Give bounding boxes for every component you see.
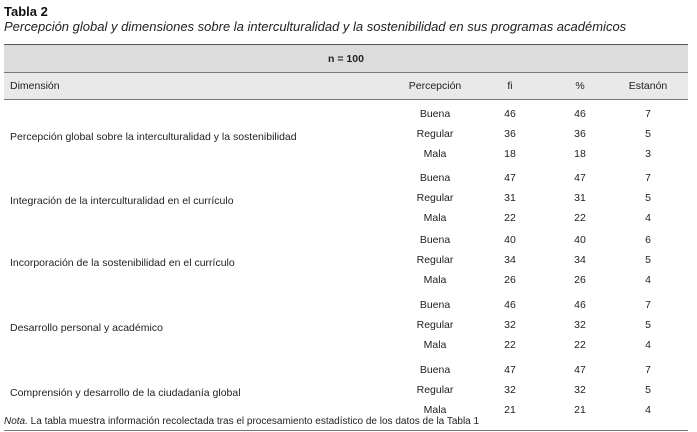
percent-cell: 47: [574, 364, 586, 376]
table-group: [4, 105, 688, 169]
percepcion-cell: Mala: [423, 212, 447, 224]
percepcion-cell: Mala: [423, 404, 447, 416]
table-group: [4, 231, 688, 295]
dimension-label: Comprensión y desarrollo de la ciudadanía global: [10, 387, 241, 399]
percepcion-cell: Buena: [419, 172, 451, 184]
fi-cell: 47: [504, 172, 516, 184]
percent-cell: 22: [574, 212, 586, 224]
estanon-cell: 6: [645, 234, 651, 246]
estanon-cell: 4: [645, 404, 651, 416]
estanon-cell: 7: [645, 299, 651, 311]
dimension-label: Incorporación de la sostenibilidad en el currículo: [10, 257, 235, 269]
header-percepcion: Percepción: [408, 80, 462, 92]
dimension-label: Percepción global sobre la interculturalidad y la sostenibilidad: [10, 131, 297, 143]
fi-cell: 21: [504, 404, 516, 416]
table-group: [4, 296, 688, 360]
table-row: [4, 296, 688, 316]
table-row: [4, 316, 688, 336]
percepcion-cell: Buena: [419, 364, 451, 376]
fi-cell: 22: [504, 339, 516, 351]
table-note: [4, 416, 479, 427]
header-fi: fi: [507, 80, 513, 92]
percepcion-cell: Mala: [423, 148, 447, 160]
fi-cell: 46: [504, 299, 516, 311]
table-label: Tabla 2: [4, 4, 48, 19]
percent-cell: 18: [574, 148, 586, 160]
table-row: [4, 271, 688, 291]
estanon-cell: 5: [645, 384, 651, 396]
percepcion-cell: Buena: [419, 299, 451, 311]
note-text: La tabla muestra información recolectada tras el procesamiento estadístico de los datos de la Tabla 1: [27, 416, 480, 427]
header-percent: %: [575, 80, 585, 92]
fi-cell: 36: [504, 128, 516, 140]
percent-cell: 32: [574, 384, 586, 396]
data-table: [4, 44, 688, 431]
percepcion-cell: Mala: [423, 274, 447, 286]
estanon-cell: 5: [645, 128, 651, 140]
estanon-cell: 7: [645, 108, 651, 120]
dimension-label: Integración de la interculturalidad en el currículo: [10, 195, 234, 207]
table-body: [4, 100, 688, 431]
table-row: [4, 361, 688, 381]
table-row: [4, 105, 688, 125]
percent-cell: 31: [574, 192, 586, 204]
estanon-cell: 5: [645, 192, 651, 204]
table-row: [4, 336, 688, 356]
fi-cell: 47: [504, 364, 516, 376]
estanon-cell: 4: [645, 339, 651, 351]
fi-cell: 34: [504, 254, 516, 266]
fi-cell: 40: [504, 234, 516, 246]
fi-cell: 32: [504, 319, 516, 331]
percent-cell: 36: [574, 128, 586, 140]
estanon-cell: 3: [645, 148, 651, 160]
percent-cell: 21: [574, 404, 586, 416]
fi-cell: 22: [504, 212, 516, 224]
table-row: [4, 209, 688, 229]
percent-cell: 26: [574, 274, 586, 286]
header-dimension: Dimensión: [10, 80, 60, 92]
estanon-cell: 7: [645, 172, 651, 184]
estanon-cell: 4: [645, 212, 651, 224]
percent-cell: 34: [574, 254, 586, 266]
table-row: [4, 169, 688, 189]
table-group: [4, 169, 688, 233]
percent-cell: 46: [574, 299, 586, 311]
table-row: [4, 145, 688, 165]
percepcion-cell: Regular: [416, 192, 454, 204]
percepcion-cell: Regular: [416, 319, 454, 331]
sample-size-row: [4, 44, 688, 72]
estanon-cell: 7: [645, 364, 651, 376]
percent-cell: 40: [574, 234, 586, 246]
estanon-cell: 5: [645, 254, 651, 266]
percepcion-cell: Mala: [423, 339, 447, 351]
fi-cell: 26: [504, 274, 516, 286]
fi-cell: 18: [504, 148, 516, 160]
table-header-row: [4, 72, 688, 100]
percepcion-cell: Regular: [416, 384, 454, 396]
fi-cell: 32: [504, 384, 516, 396]
percent-cell: 22: [574, 339, 586, 351]
note-label: Nota.: [4, 416, 28, 427]
percent-cell: 32: [574, 319, 586, 331]
percent-cell: 46: [574, 108, 586, 120]
table-row: [4, 231, 688, 251]
percepcion-cell: Buena: [419, 234, 451, 246]
fi-cell: 46: [504, 108, 516, 120]
fi-cell: 31: [504, 192, 516, 204]
estanon-cell: 5: [645, 319, 651, 331]
table-caption: Percepción global y dimensiones sobre la interculturalidad y la sostenibilidad en sus programas académicos: [4, 19, 627, 34]
table-row: [4, 251, 688, 271]
percent-cell: 47: [574, 172, 586, 184]
estanon-cell: 4: [645, 274, 651, 286]
dimension-label: Desarrollo personal y académico: [10, 322, 163, 334]
table-row: [4, 125, 688, 145]
table-row: [4, 381, 688, 401]
percepcion-cell: Buena: [419, 108, 451, 120]
header-estanon: Estanón: [628, 80, 668, 92]
table-row: [4, 189, 688, 209]
percepcion-cell: Regular: [416, 254, 454, 266]
sample-size-label: n = 100: [328, 52, 364, 65]
percepcion-cell: Regular: [416, 128, 454, 140]
